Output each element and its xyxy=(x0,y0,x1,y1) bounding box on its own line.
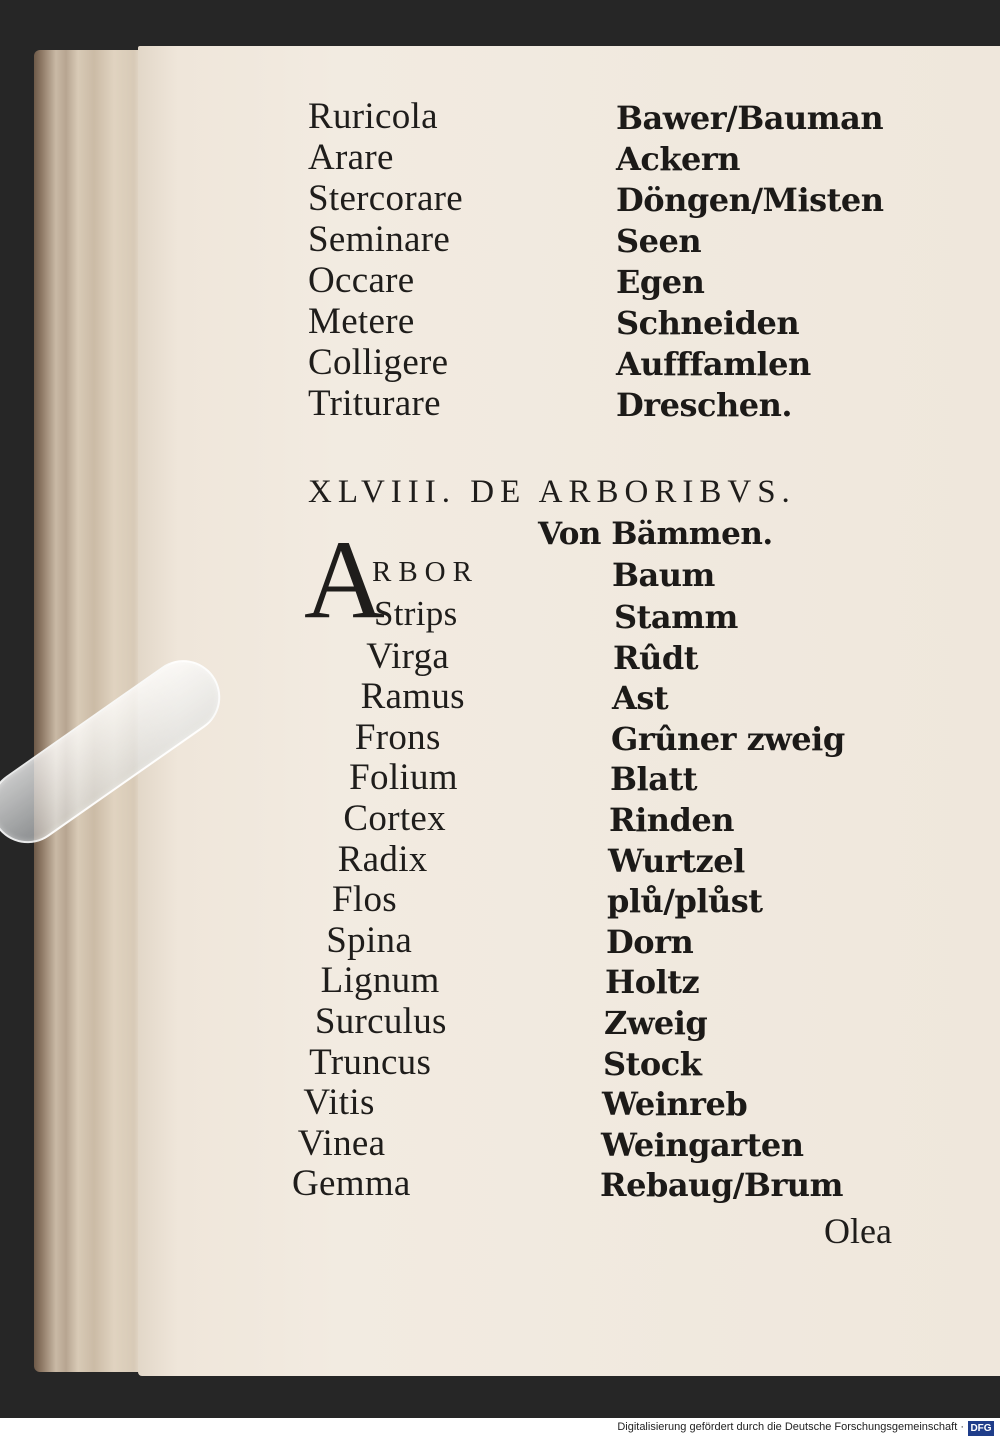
latin-term: Vitis xyxy=(303,1082,375,1124)
german-term: Blatt xyxy=(610,760,697,799)
latin-term: Cortex xyxy=(343,798,446,839)
latin-term: Arare xyxy=(308,137,394,178)
latin-term: Seminare xyxy=(308,219,451,260)
latin-term: Stercorare xyxy=(308,178,464,219)
latin-term: Ruricola xyxy=(308,96,438,137)
decorated-initial: A xyxy=(304,518,385,642)
german-term: Weinreb xyxy=(602,1085,748,1124)
german-term: Seen xyxy=(616,222,702,260)
latin-term: Vinea xyxy=(297,1122,386,1164)
latin-term: Metere xyxy=(308,301,415,342)
latin-term: Surculus xyxy=(314,1001,447,1042)
latin-term: Virga xyxy=(366,635,450,677)
german-term: Stock xyxy=(603,1044,702,1083)
section-heading: XLVIII. DE ARBORIBVS. xyxy=(308,474,796,510)
footer-bar xyxy=(0,1418,1000,1440)
german-term: Weingarten xyxy=(601,1125,804,1164)
book-page xyxy=(138,46,1000,1376)
german-term: Bawer/Bauman xyxy=(616,99,884,137)
latin-term: Frons xyxy=(354,716,441,758)
german-term: Dreschen. xyxy=(616,386,792,424)
latin-term: Occare xyxy=(308,260,415,301)
german-term: Grûner zweig xyxy=(611,719,845,758)
catchword: Olea xyxy=(824,1211,892,1251)
latin-term: Colligere xyxy=(308,342,449,383)
latin-term: Truncus xyxy=(309,1041,432,1083)
german-term: Egen xyxy=(616,263,705,301)
dfg-credit-text: Digitalisierung gefördert durch die Deutsche Forschungsgemeinschaft · xyxy=(617,1421,964,1433)
german-term: Rebaug/Brum xyxy=(600,1166,843,1205)
german-term: Wurtzel xyxy=(608,841,745,880)
german-term: plů/plůst xyxy=(607,882,763,921)
german-term: Rinden xyxy=(609,801,735,839)
latin-term: Radix xyxy=(337,838,428,880)
german-term: Ackern xyxy=(616,140,740,178)
latin-term: Gemma xyxy=(292,1163,411,1205)
dfg-logo: DFG xyxy=(968,1421,994,1436)
latin-term: Ramus xyxy=(360,676,465,718)
section-subheading: Von Bämmen. xyxy=(538,516,773,552)
latin-term: Folium xyxy=(349,757,458,799)
latin-term: Flos xyxy=(332,879,397,921)
latin-term: Strips xyxy=(374,594,458,633)
latin-term: Spina xyxy=(326,919,413,961)
first-german-term: Baum xyxy=(612,556,715,594)
german-term: Zweig xyxy=(604,1004,708,1042)
german-term: Stamm xyxy=(614,598,738,636)
german-term: Döngen/Misten xyxy=(616,181,884,219)
latin-term: Triturare xyxy=(308,383,441,424)
german-term: Schneiden xyxy=(616,304,800,342)
german-term: Aufffamlen xyxy=(616,345,811,383)
german-term: Rûdt xyxy=(613,638,699,677)
german-term: Dorn xyxy=(606,922,694,961)
german-term: Ast xyxy=(612,679,669,718)
latin-term: Lignum xyxy=(320,960,440,1002)
german-term: Holtz xyxy=(605,963,700,1002)
first-word-rest: RBOR xyxy=(372,556,479,588)
